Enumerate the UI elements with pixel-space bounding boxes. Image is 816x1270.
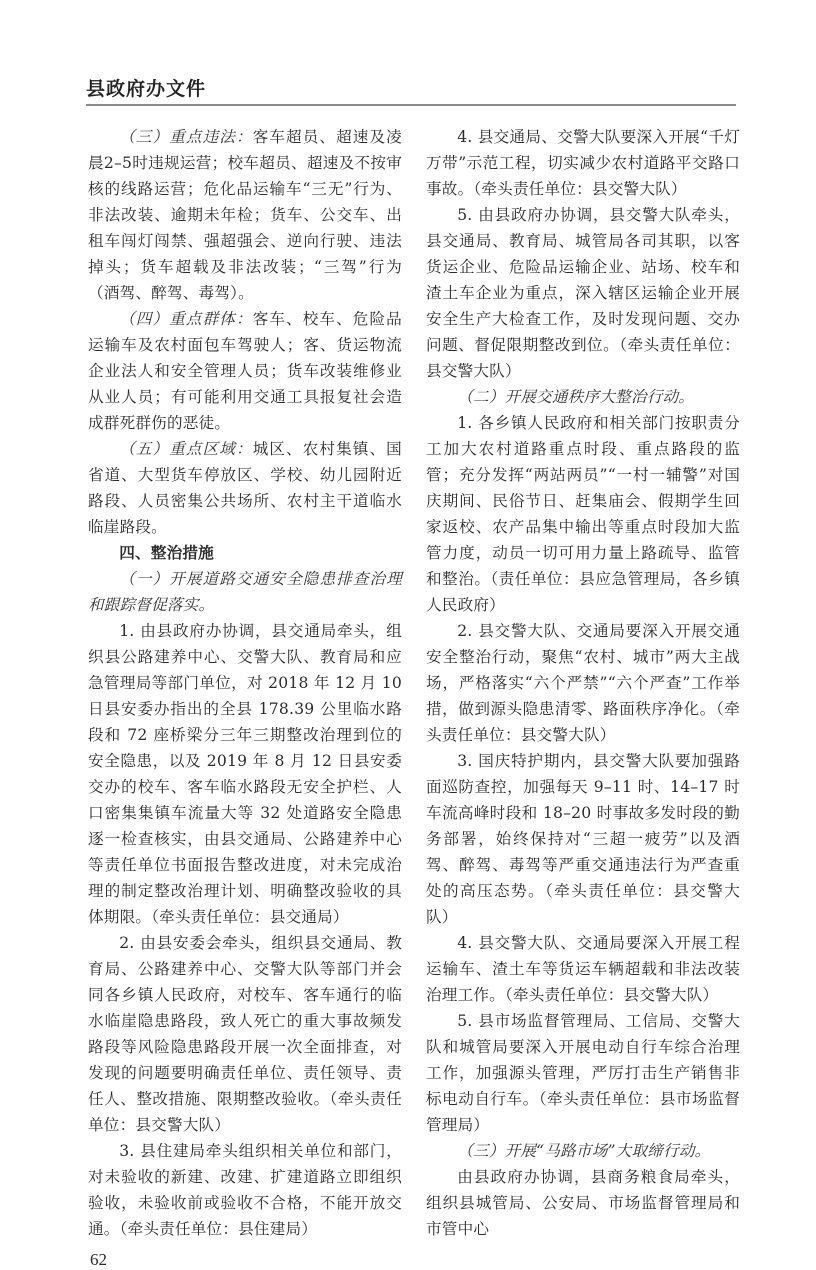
paragraph: [88, 930, 402, 1138]
paragraph-text: 3. 国庆特护期内，县交警大队要加强路面巡防查控，加强每天 9–11 时、14–17 时车流高峰时段和 18–20 时事故多发时段的勤务部署，始终保持对“三超一疲劳”以及酒驾、醉驾、毒驾等严重交通违法行为严查重处的高压态势。（牵头责任单位：县交警大队）: [426, 752, 740, 926]
paragraph-text: 5. 由县政府办协调，县交警大队牵头，县交通局、教育局、城管局各司其职，以客货运企业、危险品运输企业、站场、校车和渣土车企业为重点，深入辖区运输企业开展安全生产大检查工作，及时发现问题、交办问题、督促限期整改到位。（牵头责任单位：县交警大队）: [426, 206, 740, 380]
paragraph: [426, 202, 740, 384]
subsection-heading: （三）开展“马路市场”大取缔行动。: [457, 1142, 711, 1160]
paragraph-text: 1. 由县政府办协调，县交通局牵头，组织县公路建养中心、交警大队、教育局和应急管理局等部门单位，对 2018 年 12 月 10 日县安委办指出的全县 178.39 公里临水路段和 72 座桥梁分三年三期整改治理到位的安全隐患，以及 2019 年 8 月 12 日县安委交办的校车、客车临水路段无安全护栏、人口密集集镇车流量大等 32 处道路安全隐患逐一检查核实，由县交通局、公路建养中心等责任单位书面报告整改进度，对未完成治理的制定整改治理计划、明确整改验收的具体期限。（牵头责任单位：县交通局）: [88, 622, 402, 926]
paragraph: [426, 410, 740, 618]
paragraph-text: 5. 县市场监督管理局、工信局、交警大队和城管局要深入开展电动自行车综合治理工作，加强源头管理，严厉打击生产销售非标电动自行车。（牵头责任单位：县市场监督管理局）: [426, 1012, 740, 1134]
paragraph-lead: （三）重点违法：: [119, 128, 253, 146]
document-header-title: 县政府办文件: [86, 78, 207, 100]
right-column: [426, 124, 740, 1242]
paragraph: [88, 1138, 402, 1242]
paragraph-text: 1. 各乡镇人民政府和相关部门按职责分工加大农村道路重点时段、重点路段的监管；充分发挥“两站两员”“一村一辅警”对国庆期间、民俗节日、赶集庙会、假期学生回家返校、农产品集中输出等重点时段加大监管力度，动员一切可用力量上路疏导、监管和整治。（责任单位：县应急管理局，各乡镇人民政府）: [426, 414, 740, 614]
subsection-heading: （二）开展交通秩序大整治行动。: [457, 388, 695, 406]
paragraph: [426, 1008, 740, 1138]
paragraph-text: 城区、农村集镇、国省道、大型货车停放区、学校、幼儿园附近路段、人员密集公共场所、农村主干道临水临崖路段。: [88, 440, 402, 536]
paragraph: [426, 618, 740, 748]
paragraph: [426, 124, 740, 202]
paragraph-text: 由县政府办协调，县商务粮食局牵头，组织县城管局、公安局、市场监督管理局和市管中心: [426, 1168, 740, 1238]
paragraph-text: 3. 县住建局牵头组织相关单位和部门，对未验收的新建、改建、扩建道路立即组织验收，未验收前或验收不合格，不能开放交通。（牵头责任单位：县住建局）: [88, 1142, 402, 1238]
paragraph-text: 客车、校车、危险品运输车及农村面包车驾驶人；客、货运物流企业法人和安全管理人员；货车改装维修业从业人员；有可能利用交通工具报复社会造成群死群伤的恶徒。: [88, 310, 402, 432]
paragraph-text: 2. 县交警大队、交通局要深入开展交通安全整治行动，聚焦“农村、城市”两大主战场，严格落实“六个严禁”“六个严查”工作举措，做到源头隐患清零、路面秩序净化。（牵头责任单位：县交警大队）: [426, 622, 740, 744]
subsection-heading: （一）开展道路交通安全隐患排查治理和跟踪督促落实。: [88, 570, 402, 614]
paragraph: [88, 306, 402, 436]
paragraph: [426, 930, 740, 1008]
section-heading: 四、整治措施: [119, 544, 214, 562]
paragraph: [88, 124, 402, 306]
paragraph-lead: （四）重点群体：: [119, 310, 253, 328]
left-column: [88, 124, 402, 1242]
paragraph: [426, 1164, 740, 1242]
paragraph-text: 4. 县交通局、交警大队要深入开展“千灯万带”示范工程，切实减少农村道路平交路口事故。（牵头责任单位：县交警大队）: [426, 128, 740, 198]
paragraph-text: 客车超员、超速及凌晨2–5时违规运营；校车超员、超速及不按审核的线路运营；危化品运输车“三无”行为、非法改装、逾期未年检；货车、公交车、出租车闯灯闯禁、强超强会、逆向行驶、违法掉头；货车超载及非法改装；“三驾”行为（酒驾、醉驾、毒驾）。: [88, 128, 402, 302]
paragraph: [88, 436, 402, 540]
paragraph-text: 4. 县交警大队、交通局要深入开展工程运输车、渣土车等货运车辆超载和非法改装治理工作。（牵头责任单位：县交警大队）: [426, 934, 740, 1004]
paragraph: [426, 748, 740, 930]
header-divider: [86, 104, 736, 106]
paragraph-text: 2. 由县安委会牵头，组织县交通局、教育局、公路建养中心、交警大队等部门并会同各乡镇人民政府，对校车、客车通行的临水临崖隐患路段，致人死亡的重大事故频发路段等风险隐患路段开展一次全面排查，对发现的问题要明确责任单位、责任领导、责任人、整改措施、限期整改验收。（牵头责任单位：县交警大队）: [88, 934, 402, 1134]
paragraph-lead: （五）重点区域：: [119, 440, 253, 458]
page-number: 62: [90, 1250, 107, 1269]
paragraph: [88, 618, 402, 930]
